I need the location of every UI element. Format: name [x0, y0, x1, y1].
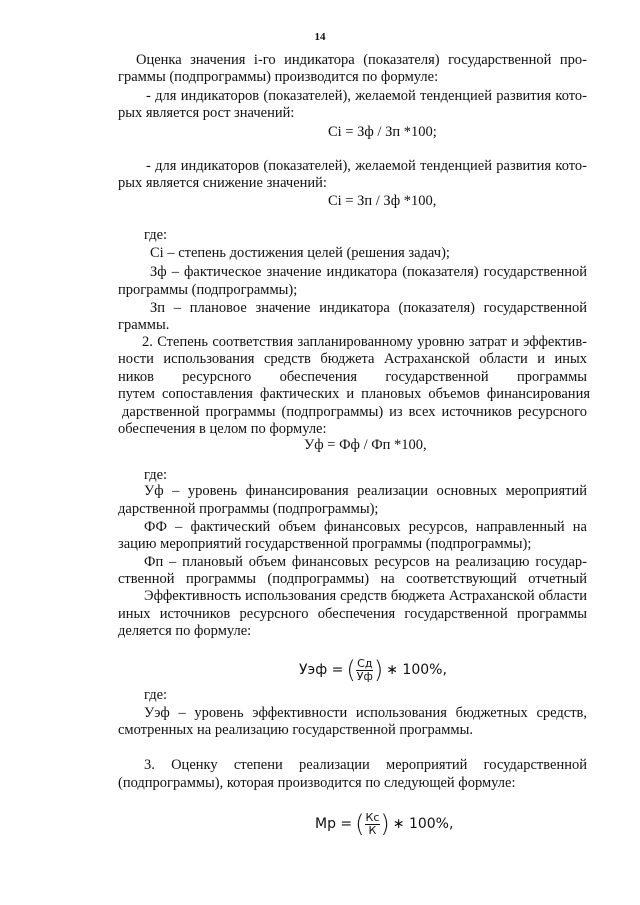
formula-financing: Уф = Фф / Фп *100, [304, 437, 427, 453]
page-number: 14 [314, 31, 326, 43]
right-paren: ) [373, 656, 384, 684]
definition-line: Фп – плановый объем финансовых ресурсов на реализацию государ- [144, 554, 587, 570]
paragraph-line: граммы (подпрограммы) производится по формуле: [118, 69, 439, 85]
paragraph-line: рых является рост значений: [118, 105, 295, 121]
definition-line: ФФ – фактический объем финансовых ресурсов, направленный на [144, 519, 587, 535]
definition-line: смотренных на реализацию государственной программы. [118, 722, 473, 738]
left-paren: ( [355, 810, 365, 838]
paragraph-line: - для индикаторов (показателей), желаемой тенденцией развития кото- [146, 88, 587, 104]
fraction-numerator: Кс [365, 810, 380, 824]
right-paren: ) [380, 810, 390, 838]
paragraph-line: Эффективность использования средств бюджета Астраханской области [144, 588, 587, 604]
formula-efficiency [299, 652, 447, 688]
fraction-body [365, 812, 381, 837]
paragraph-line: ности использования средств бюджета Астраханской области и иных [118, 351, 587, 367]
fraction-body [356, 658, 374, 683]
fraction-denominator: Уф [356, 669, 373, 683]
formula-decrease: Сi = Зп / Зф *100, [328, 193, 437, 209]
paragraph-line: деляется по формуле: [118, 623, 252, 639]
fraction [346, 658, 383, 683]
formula-lhs: Мр = [315, 816, 353, 832]
where-label: где: [144, 687, 168, 703]
definition-line: Зф – фактическое значение индикатора (показателя) государственной [150, 264, 587, 280]
definition-line: ственной программы (подпрограммы) на соответствующий отчетный [118, 571, 587, 587]
paragraph-line: Оценка значения i-го индикатора (показателя) государственной про- [136, 52, 587, 68]
paragraph-line: иных источников ресурсного обеспечения государственной программы [118, 606, 587, 622]
fraction [355, 812, 390, 837]
paragraph-line: 3. Оценку степени реализации мероприятий государственной [144, 757, 587, 773]
definition-line: дарственной программы (подпрограммы); [118, 501, 379, 517]
formula-implementation [315, 806, 453, 842]
paragraph-line: (подпрограммы), которая производится по следующей формуле: [118, 775, 516, 791]
formula-growth: Сi = Зф / Зп *100; [328, 124, 437, 140]
paragraph-line: обеспечения в целом по формуле: [118, 421, 327, 437]
fraction-denominator: К [368, 823, 377, 837]
formula-rhs: ∗ 100%, [386, 662, 447, 678]
formula-rhs: ∗ 100%, [392, 816, 454, 832]
definition-line: граммы. [118, 317, 170, 333]
left-paren: ( [346, 656, 356, 684]
where-label: где: [144, 467, 168, 483]
definition-line: зацию мероприятий государственной программы (подпрограммы); [118, 536, 532, 552]
paragraph-line: - для индикаторов (показателей), желаемой тенденцией развития кото- [146, 158, 587, 174]
formula-lhs: Уэф = [299, 662, 344, 678]
definition-line: Уф – уровень финансирования реализации основных мероприятий [144, 483, 587, 499]
paragraph-line: ников ресурсного обеспечения государственной программы [118, 369, 587, 385]
where-label: где: [144, 227, 168, 243]
definition-line: Сi – степень достижения целей (решения задач); [150, 245, 450, 261]
definition-line: программы (подпрограммы); [118, 282, 298, 298]
paragraph-line: путем сопоставления фактических и плановых объемов финансирования [118, 386, 590, 402]
paragraph-line: рых является снижение значений: [118, 175, 327, 191]
fraction-numerator: Сд [357, 656, 373, 670]
definition-line: Зп – плановое значение индикатора (показателя) государственной [150, 300, 587, 316]
definition-line: Уэф – уровень эффективности использования бюджетных средств, [144, 705, 587, 721]
paragraph-line: 2. Степень соответствия запланированному уровню затрат и эффектив- [142, 334, 587, 350]
paragraph-line: дарственной программы (подпрограммы) из всех источников ресурсного [122, 404, 587, 420]
